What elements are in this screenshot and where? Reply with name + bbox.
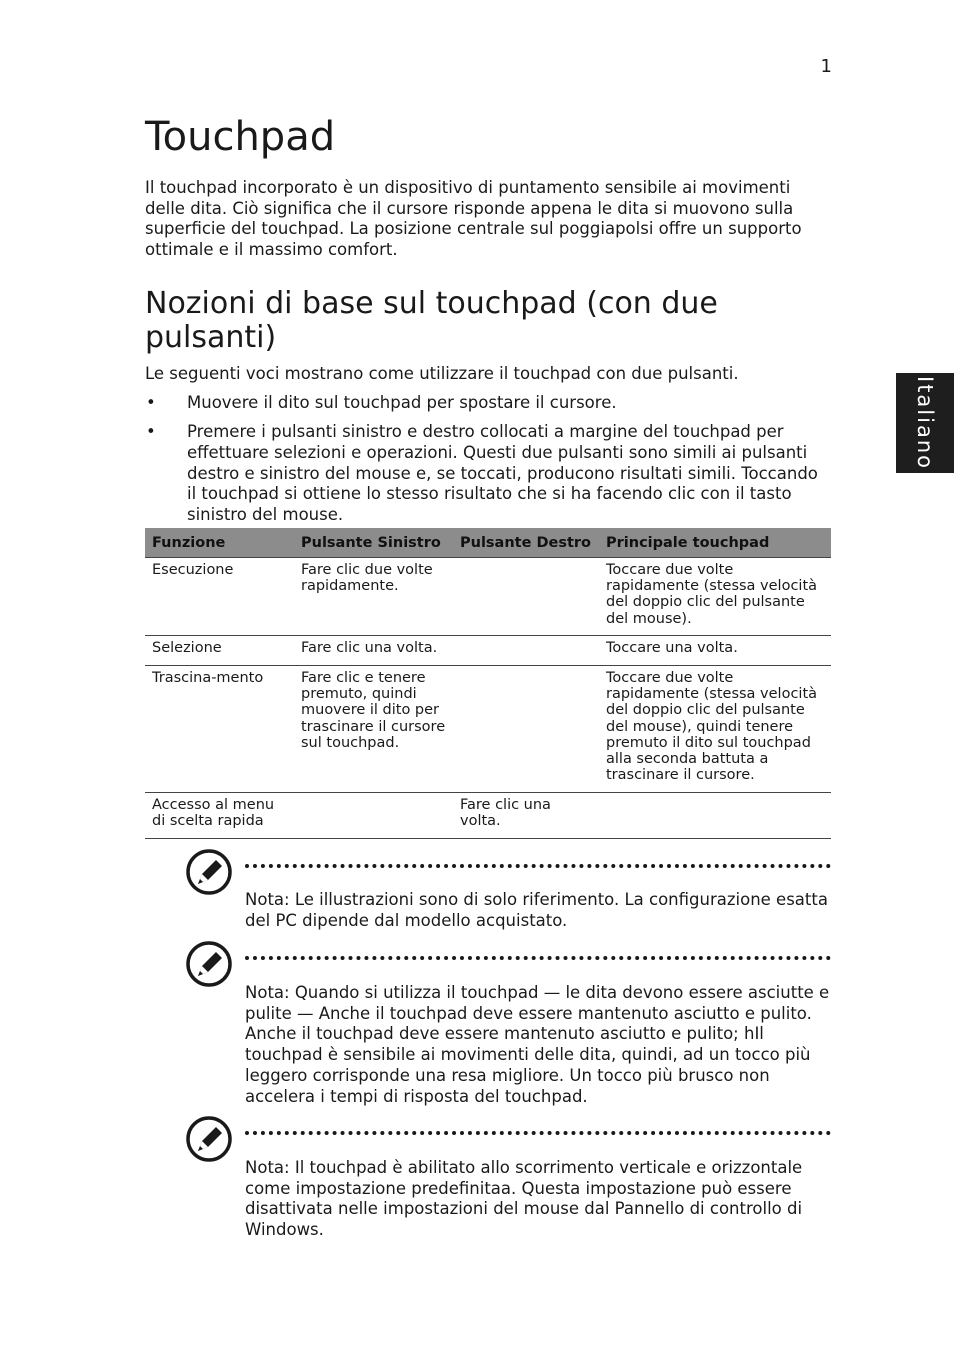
note-body: Quando si utilizza il touchpad — le dita devono essere asciutte e pulite — Anche il touchpad deve essere mantenuto asciutto e pulito. Anche il touchpad deve essere mantenuto asciutto e pulito; hIl touchpad è sensibile ai movimenti delle dita, quindi, ad un tocco più leggero corrisponde una resa migliore. Un tocco più brusco non accelera i tempi di risposta del touchpad. <box>245 983 830 1106</box>
table-cell: Toccare due volte rapidamente (stessa velocità del doppio clic del pulsante del mouse), quindi tenere premuto il dito sul touchpad alla seconda battuta a trascinare il cursore. <box>599 666 831 793</box>
column-header: Funzione <box>145 528 294 558</box>
note-pen-icon <box>185 848 233 896</box>
dotted-separator <box>245 864 831 868</box>
table-cell: Accesso al menu di scelta rapida <box>145 793 294 839</box>
table-cell <box>294 793 453 839</box>
note-1 <box>185 848 831 938</box>
note-label: Nota: <box>245 983 290 1002</box>
table-header-row <box>145 528 831 558</box>
table-cell: Fare clic due volte rapidamente. <box>294 558 453 636</box>
bullet-list <box>145 393 831 526</box>
note-label: Nota: <box>245 890 290 909</box>
note-body: Il touchpad è abilitato allo scorrimento verticale e orizzontale come impostazione predefinitaa. Questa impostazione può essere disattivata nelle impostazioni del mouse dal Pannello di controllo di Windows. <box>245 1158 803 1240</box>
bullet-text: Premere i pulsanti sinistro e destro collocati a margine del touchpad per effettuare selezioni e operazioni. Questi due pulsanti sono simili ai pulsanti destro e sinistro del mouse e, se toccati, producono risultati simili. Toccando il touchpad si ottiene lo stesso risultato che si ha facendo clic con il tasto sinistro del mouse. <box>187 422 818 525</box>
table-row <box>145 666 831 793</box>
table-cell: Trascina-mento <box>145 666 294 793</box>
bullet-glyph: • <box>146 392 156 412</box>
table-cell: Fare clic una volta. <box>294 636 453 666</box>
table-cell: Toccare due volte rapidamente (stessa velocità del doppio clic del pulsante del mouse). <box>599 558 831 636</box>
table-cell <box>599 793 831 839</box>
note-label: Nota: <box>245 1158 290 1177</box>
table-cell: Fare clic una volta. <box>453 793 599 839</box>
language-tab <box>896 373 954 473</box>
intro-paragraph: Il touchpad incorporato è un dispositivo di puntamento sensibile ai movimenti delle dita. Ciò significa che il cursore risponde appena le dita si muovono sulla superficie del touchpad. La posizione centrale sul poggiapolsi offre un supporto ottimale e il massimo comfort. <box>145 178 802 260</box>
function-table <box>145 528 831 839</box>
table-cell <box>453 666 599 793</box>
column-header: Pulsante Sinistro <box>294 528 453 558</box>
section-title: Nozioni di base sul touchpad (con due pulsanti) <box>145 285 718 355</box>
note-pen-icon <box>185 1115 233 1163</box>
table-row <box>145 636 831 666</box>
column-header: Principale touchpad <box>599 528 831 558</box>
language-tab-label: Italiano <box>913 376 937 470</box>
page-number: 1 <box>820 56 832 77</box>
list-item <box>145 422 831 526</box>
note-2 <box>185 940 831 1115</box>
note-text <box>245 983 831 1107</box>
dotted-separator <box>245 1131 831 1135</box>
page-title: Touchpad <box>145 114 336 160</box>
table-cell: Selezione <box>145 636 294 666</box>
section-intro: Le seguenti voci mostrano come utilizzare il touchpad con due pulsanti. <box>145 363 739 383</box>
table-cell <box>453 558 599 636</box>
table-cell: Toccare una volta. <box>599 636 831 666</box>
table-cell <box>453 636 599 666</box>
bullet-text: Muovere il dito sul touchpad per spostare il cursore. <box>187 392 617 412</box>
note-text <box>245 890 831 931</box>
table-cell: Fare clic e tenere premuto, quindi muovere il dito per trascinare il cursore sul touchpad. <box>294 666 453 793</box>
table-cell: Esecuzione <box>145 558 294 636</box>
bullet-glyph: • <box>146 422 156 442</box>
main-content <box>145 110 831 535</box>
dotted-separator <box>245 956 831 960</box>
table-row <box>145 558 831 636</box>
note-pen-icon <box>185 940 233 988</box>
list-item <box>145 393 831 414</box>
note-text <box>245 1158 831 1241</box>
note-3 <box>185 1115 831 1245</box>
note-body: Le illustrazioni sono di solo riferimento. La configurazione esatta del PC dipende dal modello acquistato. <box>245 890 828 930</box>
table-row <box>145 793 831 839</box>
column-header: Pulsante Destro <box>453 528 599 558</box>
